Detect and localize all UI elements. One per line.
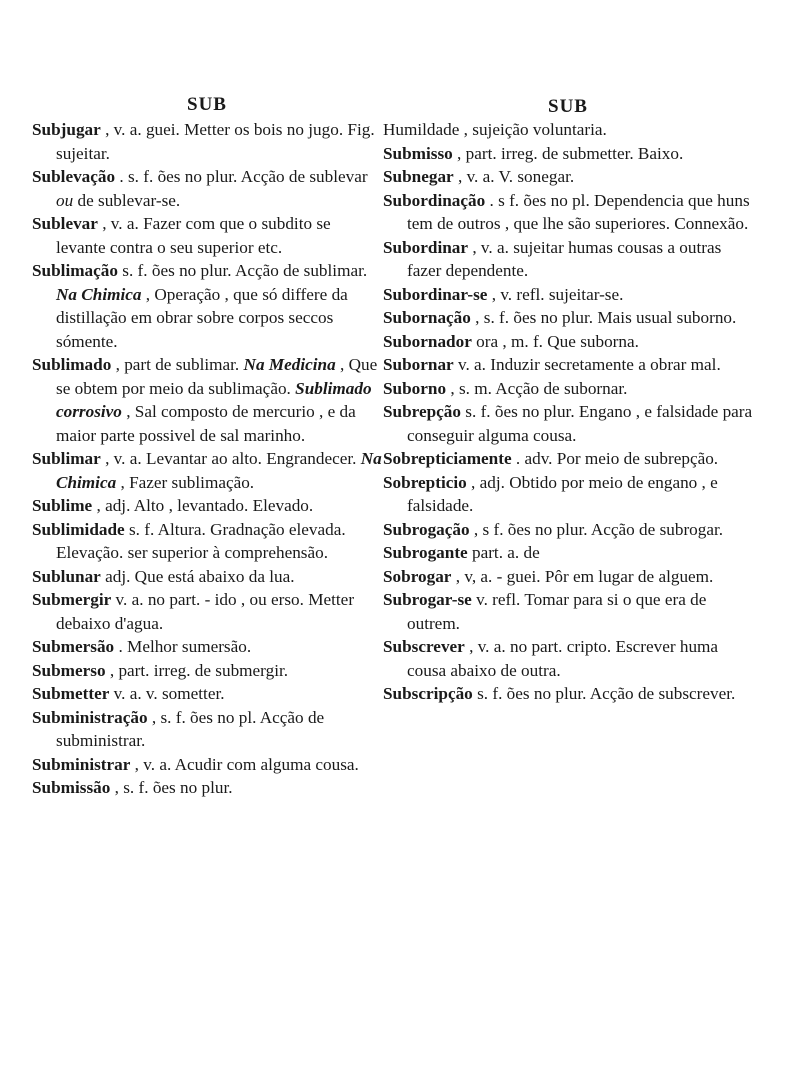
entry-definition: , v. refl. sujeitar-se. [491,284,624,304]
entry-headword: Sublime [32,496,93,515]
entry-subheadword: Sublimado corrosivo [56,378,372,421]
entry-definition: s. f. Altura. Gradnação elevada. Elevação. ser superior à comprehensão. [56,519,346,562]
dictionary-entry [32,494,382,518]
entry-definition: , s. m. Acção de subornar. [450,378,628,398]
entry-headword: Sublimidade [32,519,125,539]
entry-definition: adj. Que está abaixo da lua. [105,566,295,586]
dictionary-entry [32,118,382,165]
entry-headword: Subrogação [383,519,470,539]
dictionary-entry [383,306,753,330]
dictionary-entry [383,189,753,236]
dictionary-entry [383,588,753,635]
entry-headword: Sublimado [32,355,112,374]
entry-headword: Subscrever [383,637,465,656]
entry-headword: Subordinar-se [383,284,488,304]
entry-definition: ora , m. f. Que suborna. [476,331,639,351]
entry-headword: Subornador [383,331,472,351]
entry-headword: Sublimar [32,449,101,468]
dictionary-entry [383,142,753,166]
dictionary-entry [383,165,753,189]
entry-definition: , v. a. Fazer com que o subdito se levante contra o seu superior etc. [56,214,331,257]
entry-headword: Sobrepticiamente [383,449,512,468]
dictionary-entry [383,518,753,542]
entry-headword: Subornar [383,355,454,374]
entry-definition: , part de sublimar. [115,355,240,374]
entry-headword: Subordinar [383,237,469,257]
dictionary-entry [32,753,382,777]
entry-headword: Subscripção [383,684,473,703]
entry-headword: Subornação [383,308,471,327]
entry-definition: . s. f. ões no plur. Acção de sublevar [119,167,368,186]
entry-headword: Subrogar-se [383,590,472,609]
entry-headword: Submissão [32,778,111,797]
entry-headword: Subrepção [383,402,461,421]
entry-definition: , v. a. guei. Metter os bois no jugo. Fig. sujeitar. [56,120,375,163]
entry-definition: , s. f. ões no plur. Mais usual suborno. [475,308,737,327]
entry-definition: , adj. Alto , levantado. Elevado. [96,496,314,515]
dictionary-entry [383,330,753,354]
dictionary-entry [32,565,382,589]
entry-headword: Sobrepticio [383,472,467,492]
entry-definition: , part. irreg. de submergir. [109,660,289,680]
entry-definition: , Que se obtem por meio da sublimação. [56,355,378,398]
entry-definition: , adj. Obtido por meio de engano , e falsidade. [407,472,718,515]
entry-definition: , Operação , que só differe da distillação em obrar sobre corpos seccos sómente. [56,284,348,351]
entry-definition: . Melhor sumersão. [118,637,252,656]
entry-headword: Suborno [383,378,447,398]
right-entry-list [383,118,753,706]
entry-definition: v. a. v. sometter. [113,684,225,703]
entry-definition: , s f. ões no plur. Acção de subrogar. [473,519,724,539]
entry-headword: Subrogante [383,543,468,562]
entry-headword: Subnegar [383,167,454,186]
entry-headword: Submerso [32,660,106,680]
dictionary-entry [32,212,382,259]
entry-headword: Sublimação [32,261,118,280]
entry-headword: Subordinação [383,190,486,210]
dictionary-entry [32,165,382,212]
dictionary-entry [383,635,753,682]
dictionary-entry [32,447,382,494]
dictionary-entry [383,353,753,377]
entry-definition: , v. a. Levantar ao alto. Engrandecer. [105,449,357,468]
entry-definition: . s f. ões no pl. Dependencia que huns tem de outros , que lhe são superiores. Connexão. [407,190,750,233]
entry-headword: Submetter [32,684,110,703]
entry-headword: Subministrar [32,754,131,774]
entry-definition: , v, a. - guei. Pôr em lugar de alguem. [455,566,714,586]
dictionary-entry [383,565,753,589]
entry-headword: Sublevar [32,214,98,233]
dictionary-entry [383,377,753,401]
dictionary-entry [383,236,753,283]
entry-headword: Submergir [32,590,112,609]
left-column [32,92,382,800]
entry-domain-label: ou [56,190,74,210]
entry-definition: , part. irreg. de submetter. Baixo. [457,143,684,163]
entry-definition: , Sal composto de mercurio , e da maior parte possivel de sal marinho. [56,402,356,445]
entry-definition: v. refl. Tomar para si o que era de outrem. [407,590,707,633]
entry-headword: Sublunar [32,566,101,586]
dictionary-entry [383,682,753,706]
dictionary-entry [32,776,382,800]
entry-definition: , s. f. ões no plur. [114,778,233,797]
entry-headword: Submisso [383,143,453,163]
entry-definition: de sublevar-se. [77,190,181,210]
entry-definition: v. a. no part. - ido , ou erso. Metter debaixo d'agua. [56,590,355,633]
entry-definition: v. a. Induzir secretamente a obrar mal. [457,355,721,374]
entry-definition: s. f. ões no plur. Engano , e falsidade para conseguir alguma cousa. [407,402,753,445]
entry-definition: , Fazer sublimação. [120,472,255,492]
dictionary-entry [383,541,753,565]
entry-domain-label: Na Chimica [56,284,142,304]
left-running-head: SUB [187,94,227,115]
dictionary-entry [383,400,753,447]
entry-definition: s. f. ões no plur. Acção de subscrever. [477,684,736,703]
dictionary-entry [383,283,753,307]
entry-definition: . adv. Por meio de subrepção. [515,449,719,468]
entry-domain-label: Na Medicina [243,355,336,374]
entry-definition: , v. a. no part. cripto. Escrever huma cousa abaixo de outra. [407,637,719,680]
dictionary-entry [32,706,382,753]
dictionary-entry [32,682,382,706]
entry-definition: , v. a. Acudir com alguma cousa. [134,754,359,774]
entry-definition: , v. a. sujeitar humas cousas a outras fazer dependente. [407,237,722,280]
dictionary-entry [32,635,382,659]
dictionary-entry [383,118,753,142]
dictionary-entry [383,447,753,471]
dictionary-entry [32,518,382,565]
dictionary-entry [32,259,382,353]
left-entry-list [32,118,382,800]
entry-headword: Sobrogar [383,566,452,586]
entry-definition: , v. a. V. sonegar. [457,167,575,186]
dictionary-entry [383,471,753,518]
dictionary-entry [32,659,382,683]
entry-domain-label: Na Chimica [56,449,382,492]
entry-headword: Sublevação [32,167,116,186]
entry-definition: , s. f. ões no pl. Acção de subministrar. [56,707,325,750]
entry-headword: Subjugar [32,120,101,139]
entry-headword: Submersão [32,637,115,656]
dictionary-entry [32,588,382,635]
entry-definition: part. a. de [471,543,540,562]
right-column [383,96,753,706]
entry-definition: s. f. ões no plur. Acção de sublimar. [122,261,368,280]
entry-headword: Subministração [32,707,148,727]
dictionary-entry [32,353,382,447]
entry-definition: Humildade , sujeição voluntaria. [383,120,607,139]
right-running-head: SUB [548,96,588,117]
